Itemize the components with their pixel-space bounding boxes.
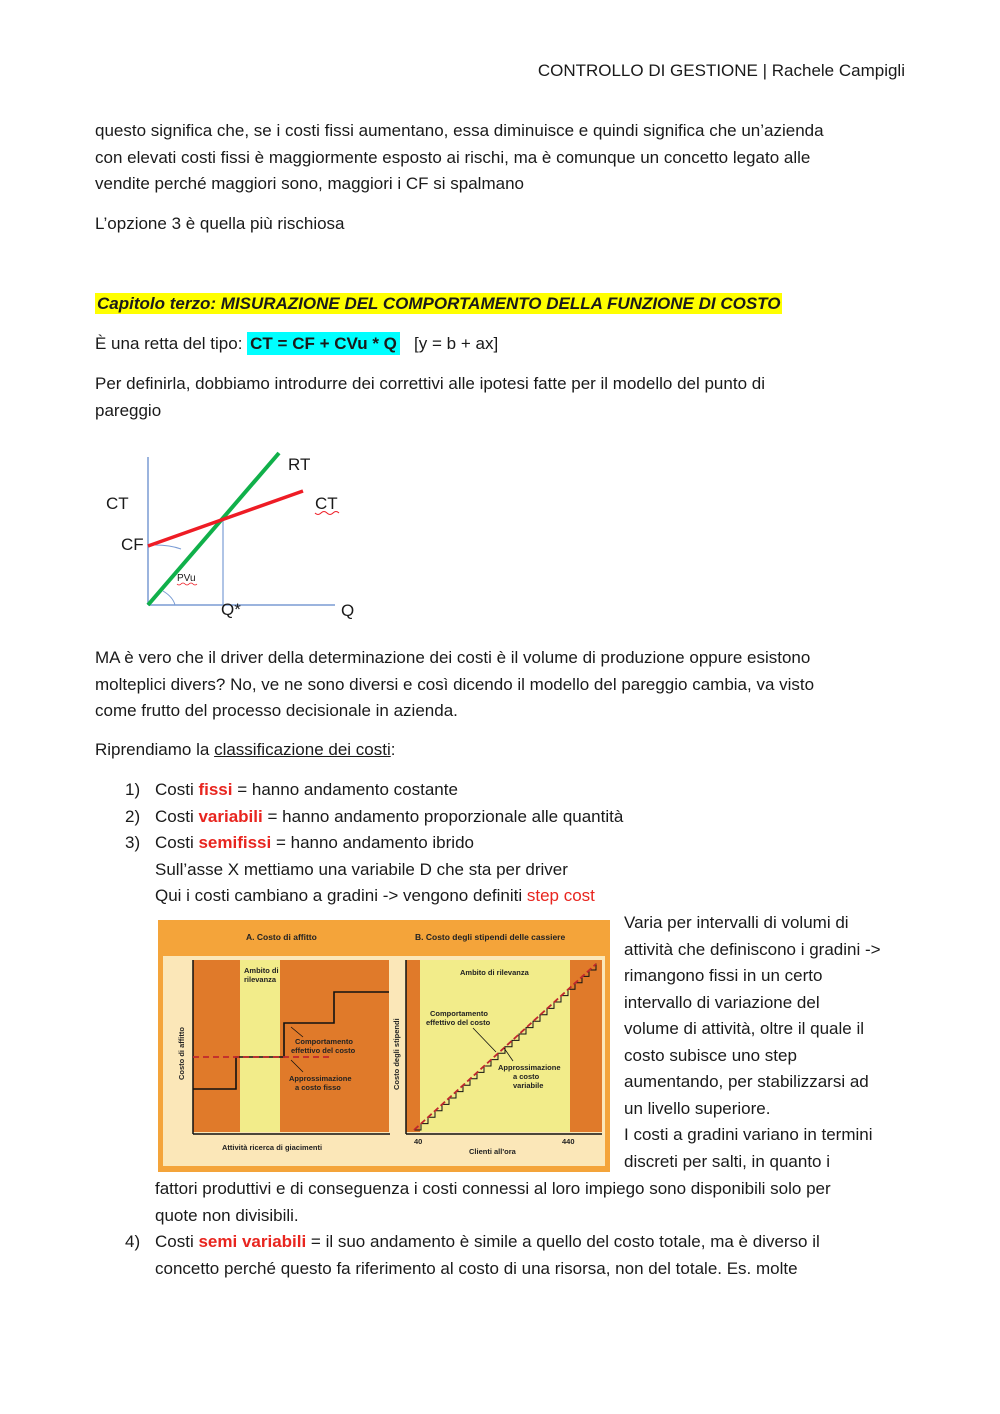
step-cost-figure: [158, 920, 610, 1172]
side-line: volume di attività, oltre il quale il: [624, 1019, 865, 1038]
ct-line-label: CT: [315, 494, 338, 513]
intro-line: con elevati costi fissi è maggiormente esposto ai rischi, ma è comunque un concetto legato alle: [95, 147, 811, 167]
list-item: [125, 777, 623, 804]
side-text: [624, 910, 881, 1175]
list-pre: Costi: [155, 1232, 199, 1251]
cf-arc: [155, 545, 181, 549]
continuation-line: fattori produttivi e di conseguenza i costi connessi al loro impiego sono disponibili solo per: [155, 1179, 831, 1198]
side-line: intervallo di variazione del: [624, 992, 820, 1012]
list-number: 3): [125, 833, 141, 852]
list-number: 4): [125, 1232, 141, 1251]
pvu-label: PVu: [177, 573, 196, 584]
panel-b-x-max: 440: [562, 1137, 575, 1146]
list-keyword: fissi: [198, 780, 233, 799]
side-line: attività che definiscono i gradini ->: [624, 939, 881, 959]
page-header: CONTROLLO DI GESTIONE | Rachele Campigli: [537, 61, 905, 80]
formula-suffix: [y = b + ax]: [399, 334, 499, 353]
intro-paragraph: [95, 118, 824, 198]
list-item: [125, 830, 623, 857]
drivers-line: MA è vero che il driver della determinazione dei costi è il volume di produzione oppure esistono: [95, 648, 811, 667]
panel-b-x-min: 40: [414, 1137, 423, 1146]
list-item-4: [125, 1229, 820, 1282]
chapter-title: [95, 291, 782, 318]
list-item: [125, 804, 623, 831]
list-pre: Costi: [155, 833, 199, 852]
definition-line: pareggio: [95, 400, 162, 420]
drivers-line: molteplici divers? No, ve ne sono diversi e così dicendo il modello del pareggio cambia, va visto: [95, 674, 815, 694]
option3-text: L’opzione 3 è quella più rischiosa: [95, 214, 345, 233]
panel-b-title: B. Costo degli stipendi delle cassiere: [415, 932, 566, 942]
panel-b-approx-label: Approssimazione: [498, 1063, 561, 1072]
side-line: aumentando, per stabilizzarsi ad: [624, 1072, 869, 1091]
side-line: un livello superiore.: [624, 1098, 771, 1118]
list-post: = hanno andamento ibrido: [271, 833, 474, 852]
formula-highlight: CT = CF + CVu * Q: [247, 332, 400, 355]
definition-paragraph: [95, 371, 765, 424]
ct-line: [148, 491, 303, 546]
list-pre: Costi: [155, 806, 199, 826]
list-keyword: semifissi: [198, 833, 272, 852]
panel-a-range-label: rilevanza: [244, 975, 277, 984]
panel-a-actual-label: effettivo del costo: [291, 1046, 356, 1055]
continuation-paragraph: [155, 1176, 831, 1229]
panel-a-x-label: Attività ricerca di giacimenti: [222, 1143, 323, 1152]
panel-b: [392, 960, 602, 1156]
panel-b-y-label: Costo degli stipendi: [392, 1018, 401, 1090]
panel-a-relevant-range: [240, 960, 280, 1132]
q-star-label: Q*: [221, 600, 241, 619]
q-axis-label: Q: [341, 601, 355, 620]
formula-prefix: È una retta del tipo:: [95, 334, 248, 353]
drivers-line: come frutto del processo decisionale in azienda.: [95, 701, 458, 720]
panel-a-approx-label: a costo fisso: [295, 1083, 341, 1092]
classification-suffix: :: [390, 740, 396, 759]
step-cost-term: step cost: [526, 886, 595, 905]
intro-line: vendite perché maggiori sono, maggiori i CF si spalmano: [95, 174, 524, 193]
list-post: = il suo andamento è simile a quello del costo totale, ma è diverso il: [306, 1232, 820, 1251]
classification-line: [95, 737, 396, 764]
panel-a: [177, 960, 390, 1152]
cf-label: CF: [121, 535, 144, 554]
side-line: I costi a gradini variano in termini: [624, 1125, 873, 1144]
list-number: 1): [125, 780, 141, 799]
rt-label: RT: [288, 455, 311, 474]
panel-a-actual-label: Comportamento: [295, 1037, 353, 1046]
panel-b-actual-label: effettivo del costo: [426, 1018, 491, 1027]
cost-list: [125, 777, 623, 910]
list-keyword: semi variabili: [198, 1232, 307, 1251]
panel-a-range-label: Ambito di: [244, 966, 279, 975]
side-line: costo subisce uno step: [624, 1045, 797, 1065]
rt-line: [148, 453, 279, 605]
panel-a-approx-label: Approssimazione: [289, 1074, 352, 1083]
item3-line2: [125, 883, 623, 910]
list-post: = hanno andamento costante: [232, 780, 458, 799]
formula-line: [95, 331, 498, 358]
continuation-line: quote non divisibili.: [155, 1205, 299, 1225]
definition-line: Per definirla, dobbiamo introdurre dei correttivi alle ipotesi fatte per il modello del punto di: [95, 374, 765, 393]
list-number: 2): [125, 806, 141, 826]
panel-a-title: A. Costo di affitto: [246, 932, 317, 942]
panel-b-approx-label: a costo: [513, 1072, 540, 1081]
side-line: rimangono fissi in un certo: [624, 966, 823, 985]
panel-b-range-label: Ambito di rilevanza: [460, 968, 529, 977]
list-post: = hanno andamento proporzionale alle quantità: [262, 806, 624, 826]
panel-b-x-label: Clienti all'ora: [469, 1147, 516, 1156]
classification-link: classificazione dei costi: [214, 740, 391, 759]
item4-line2: concetto perché questo fa riferimento al costo di una risorsa, non del totale. Es. molte: [155, 1258, 798, 1278]
panel-a-y-label: Costo di affitto: [177, 1027, 186, 1080]
pvu-arc: [163, 591, 175, 605]
classification-prefix: Riprendiamo la: [95, 740, 215, 759]
list-item: [125, 1229, 820, 1256]
panel-b-approx-label: variabile: [513, 1081, 544, 1090]
side-line: discreti per salti, in quanto i: [624, 1151, 830, 1171]
panel-b-actual-label: Comportamento: [430, 1009, 488, 1018]
chapter-title-highlight: Capitolo terzo: MISURAZIONE DEL COMPORTAMENTO DELLA FUNZIONE DI COSTO: [97, 294, 781, 313]
item3-line1: Sull’asse X mettiamo una variabile D che sta per driver: [155, 859, 568, 879]
list-keyword: variabili: [198, 806, 263, 826]
breakeven-chart: [95, 445, 385, 630]
list-pre: Costi: [155, 780, 199, 799]
item3-line2-pre: Qui i costi cambiano a gradini -> vengono definiti: [155, 886, 527, 905]
y-axis-label: CT: [106, 494, 129, 513]
drivers-paragraph: [95, 645, 814, 725]
side-line: Varia per intervalli di volumi di: [624, 913, 849, 932]
intro-line: questo significa che, se i costi fissi aumentano, essa diminuisce e quindi significa che un’azienda: [95, 121, 824, 140]
